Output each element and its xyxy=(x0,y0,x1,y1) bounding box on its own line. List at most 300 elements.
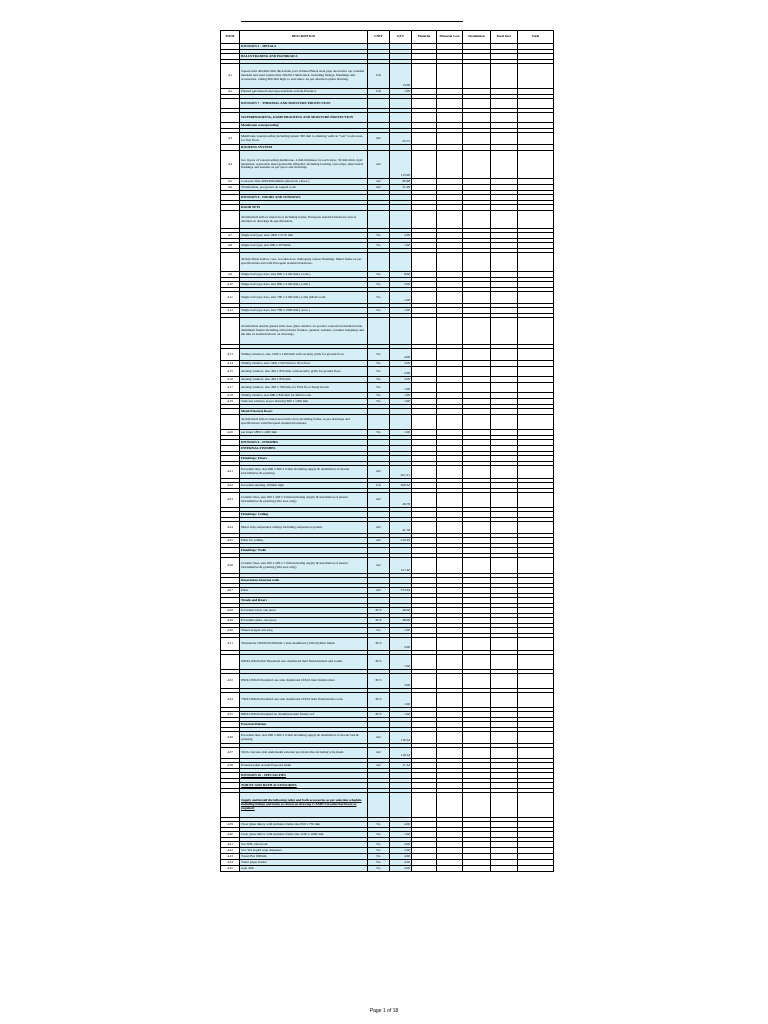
total-incl-cell xyxy=(491,151,518,179)
table-row xyxy=(221,655,554,670)
description-cell: 44 mm thick hollow metal door including frame, European standard hardware and as detailed on drawings & specifications. xyxy=(240,211,368,229)
material-cell xyxy=(412,732,437,744)
table-row xyxy=(221,292,554,304)
table-row xyxy=(221,732,554,744)
unit-cell xyxy=(368,211,390,229)
total-cell xyxy=(518,151,554,179)
description-cell: 800X130X20 threshold no chamfered matt finish roof xyxy=(240,712,368,718)
total-incl-cell xyxy=(491,793,518,818)
material-cell xyxy=(412,367,437,377)
total-incl-cell xyxy=(491,655,518,670)
total-incl-cell xyxy=(491,383,518,393)
item-number-cell xyxy=(221,655,240,670)
description-cell: 24 mm thick double glazed with clear glass window on powder coated non thermal break aluminum frames including all hardware fixtures, gaskets, sealants, weather strippings and the like as detailed/shown on drawings. xyxy=(240,318,368,345)
total-incl-cell xyxy=(491,638,518,651)
table-row xyxy=(221,211,554,229)
quantity-cell: 26.78 xyxy=(390,493,412,508)
item-number-cell: A18 xyxy=(221,393,240,399)
total-incl-cell xyxy=(491,133,518,145)
total-incl-cell xyxy=(491,415,518,430)
description-cell: DIVISION 7 - THERMAL AND MOISTURE PROTECTION xyxy=(240,99,368,109)
description-cell: Metal strip suspended ceilings including suspension system. xyxy=(240,522,368,534)
item-number-cell: A36 xyxy=(221,732,240,744)
total-cell xyxy=(518,655,554,670)
description-cell: Porcelain risers, one piece xyxy=(240,618,368,624)
installation-cell xyxy=(463,466,491,479)
description-cell: Decorations Internal walls xyxy=(240,578,368,584)
quantity-cell: 1.00 xyxy=(390,89,412,95)
description-cell: Sliding window, size 680 x 820 mm for Maid room. xyxy=(240,393,368,399)
description-cell: 950X210X20 mm Threshold one chamfered matt finish kitchen and rooms xyxy=(240,655,368,670)
column-header-total: Total xyxy=(518,31,554,44)
quantity-cell: 1.00 xyxy=(390,430,412,436)
total-incl-cell xyxy=(491,211,518,229)
total-incl-cell xyxy=(491,748,518,759)
installation-cell xyxy=(463,113,491,123)
description-cell: DIVISION 8 - DOORS AND WINDOWS xyxy=(240,195,368,201)
total-cell xyxy=(518,99,554,109)
material-cost-cell xyxy=(437,866,463,872)
total-cell xyxy=(518,64,554,89)
total-incl-cell xyxy=(491,466,518,479)
unit-cell: No xyxy=(368,430,390,436)
quantity-cell xyxy=(390,415,412,430)
unit-cell: PCS xyxy=(368,712,390,718)
unit-cell: Lm xyxy=(368,483,390,489)
unit-cell: No xyxy=(368,292,390,304)
description-cell: Single leaf type door, size 700 x 2100 mm ( toilet )Maid room xyxy=(240,292,368,304)
item-number-cell: A16 xyxy=(221,377,240,383)
description-cell: Porcelain tread, one piece xyxy=(240,608,368,614)
description-cell: Single leaf type door, size 900 x 2100 mm ( room ) xyxy=(240,272,368,278)
description-cell: Ceramic tiles, size 200 x 200 x 7 mm including supply & installation of mortar bed/adhesive & grouting (Wet area only) xyxy=(240,558,368,574)
quantity-cell: 1.00 xyxy=(390,292,412,304)
unit-cell: No xyxy=(368,854,390,860)
quantity-cell: 4.00 xyxy=(390,854,412,860)
total-cell xyxy=(518,638,554,651)
material-cell xyxy=(412,415,437,430)
description-cell: Awning window, size 450 x 780 mm, for First floor Study Room xyxy=(240,383,368,393)
total-cell xyxy=(518,693,554,708)
installation-cell xyxy=(463,318,491,345)
description-cell: BALUSTRADING AND HANDRAILS xyxy=(240,54,368,60)
material-cost-cell xyxy=(437,558,463,574)
description-cell: Finishings: Walls xyxy=(240,548,368,554)
total-cell xyxy=(518,793,554,818)
description-cell: Single leaf type door, size 700 x 1900 mm ( store ) xyxy=(240,308,368,314)
material-cell xyxy=(412,133,437,145)
installation-cell xyxy=(463,367,491,377)
material-cost-cell xyxy=(437,748,463,759)
material-cost-cell xyxy=(437,64,463,89)
description-cell: Single leaf type, size 900 x 2070mm xyxy=(240,243,368,249)
unit-cell: m2 xyxy=(368,732,390,744)
description-cell: External Finishes xyxy=(240,722,368,728)
installation-cell xyxy=(463,558,491,574)
material-cell xyxy=(412,638,437,651)
installation-cell xyxy=(463,133,491,145)
unit-cell: PCS xyxy=(368,655,390,670)
unit-cell: m2 xyxy=(368,522,390,534)
total-incl-cell xyxy=(491,674,518,689)
description-cell: 40 mm Thick hollow core, wooden door, mahogany veneer finishing. Metal frame as per specifications and with European standard hardware. xyxy=(240,253,368,272)
material-cell xyxy=(412,493,437,508)
material-cell xyxy=(412,292,437,304)
description-cell: Sliding windows, size 1200 x 1200 mm with security grills for ground floor. xyxy=(240,349,368,361)
installation-cell xyxy=(463,522,491,534)
installation-cell xyxy=(463,638,491,651)
item-number-cell: A17 xyxy=(221,383,240,393)
quantity-cell: 13.00 xyxy=(390,64,412,89)
total-cell xyxy=(518,558,554,574)
description-cell: Membrane waterproofing including upturn 300 mm to abutting walls in "wet" room areas for first floor. xyxy=(240,133,368,145)
quantity-cell: 7.00 xyxy=(390,655,412,670)
item-number-cell: A37 xyxy=(221,748,240,759)
description-cell: Staircase window as per drawing 600 x 1200 mm xyxy=(240,399,368,405)
material-cost-cell xyxy=(437,493,463,508)
column-header-item: ITEM xyxy=(221,31,240,44)
column-header-qty: QTY xyxy=(390,31,412,44)
total-cell xyxy=(518,415,554,430)
installation-cell xyxy=(463,732,491,744)
column-header-description: DESCRIPTION xyxy=(240,31,368,44)
table-body xyxy=(221,44,554,872)
column-header-unit: UNIT xyxy=(368,31,390,44)
material-cost-cell xyxy=(437,383,463,393)
quantity-cell: 1.00 xyxy=(390,693,412,708)
unit-cell: No xyxy=(368,393,390,399)
total-cell xyxy=(518,522,554,534)
unit-cell xyxy=(368,99,390,109)
material-cell xyxy=(412,64,437,89)
total-cell xyxy=(518,113,554,123)
table-row xyxy=(221,638,554,651)
total-cell xyxy=(518,253,554,272)
table-row xyxy=(221,367,554,377)
material-cell xyxy=(412,558,437,574)
table-row xyxy=(221,674,554,689)
unit-cell: No xyxy=(368,860,390,866)
unit-cell: No xyxy=(368,243,390,249)
description-cell: Metal External Doors xyxy=(240,409,368,415)
item-number-cell: A42 xyxy=(221,848,240,854)
table-row xyxy=(221,64,554,89)
total-incl-cell xyxy=(491,367,518,377)
unit-cell: No xyxy=(368,848,390,854)
item-number-cell: A39 xyxy=(221,822,240,828)
total-cell xyxy=(518,732,554,744)
unit-cell: PCS xyxy=(368,618,390,624)
description-cell: DIVISION 9 - FINISHES xyxy=(240,440,368,446)
unit-cell: m2 xyxy=(368,763,390,769)
material-cell xyxy=(412,99,437,109)
installation-cell xyxy=(463,415,491,430)
installation-cell xyxy=(463,793,491,818)
quantity-cell: 4.00 xyxy=(390,842,412,848)
table-row xyxy=(221,415,554,430)
unit-cell: No xyxy=(368,308,390,314)
description-cell: Paint xyxy=(240,588,368,594)
item-number-cell: A34 xyxy=(221,693,240,708)
total-cell xyxy=(518,367,554,377)
installation-cell xyxy=(463,151,491,179)
total-cell xyxy=(518,748,554,759)
total-incl-cell xyxy=(491,99,518,109)
item-number-cell: A41 xyxy=(221,842,240,848)
material-cell xyxy=(412,866,437,872)
item-number-cell: A40 xyxy=(221,832,240,838)
description-cell: 44 mm thick hollow metal decorative door including frame, as per drawings and specifications with European standard hardware. xyxy=(240,415,368,430)
material-cell xyxy=(412,211,437,229)
quantity-cell: 573.04 xyxy=(390,588,412,594)
quantity-cell: 3.00 xyxy=(390,377,412,383)
installation-cell xyxy=(463,211,491,229)
item-number-cell: A21 xyxy=(221,466,240,479)
description-cell: Treads and Risers xyxy=(240,598,368,604)
item-number-cell: A20 xyxy=(221,430,240,436)
material-cost-cell xyxy=(437,253,463,272)
quantity-cell: 3.00 xyxy=(390,674,412,689)
material-cost-cell xyxy=(437,133,463,145)
installation-cell xyxy=(463,349,491,361)
description-cell: Single leaf type, size 1000 x 2170 mm xyxy=(240,233,368,239)
total-cell xyxy=(518,674,554,689)
description-cell: Sliding window, size 1200 x 920 mm for first floor. xyxy=(240,361,368,367)
unit-cell: m2 xyxy=(368,558,390,574)
section-header-row xyxy=(221,793,554,818)
item-number-cell: A2 xyxy=(221,89,240,95)
item-number-cell: A29 xyxy=(221,618,240,624)
description-cell: DIVISION 10 - SPECIALTIES xyxy=(240,773,368,779)
unit-cell: m2 xyxy=(368,185,390,191)
material-cell xyxy=(412,318,437,345)
quantity-cell: 41.76 xyxy=(390,522,412,534)
material-cost-cell xyxy=(437,732,463,744)
quantity-cell: 1.00 xyxy=(390,628,412,634)
description-cell: Porcelain skirting, 100mm high xyxy=(240,483,368,489)
description-cell: Wheel stopper 2m long xyxy=(240,628,368,634)
description-cell: Square tube 40x40x2 mm thick main post. Painted Black steel pipe decorative top rounded handrail and steel square tube 20x20x1.5mm thick, including fixings, finishings and accessories, railing 900 mm high, to suit stairs. As per attached option drawing. xyxy=(240,64,368,89)
section-header-row xyxy=(221,113,554,123)
unit-cell xyxy=(368,318,390,345)
description-cell: 50cm concrete slab underneath external porcelain tiles including wire mesh xyxy=(240,748,368,759)
description-cell: Sol. RH, robe hook xyxy=(240,842,368,848)
material-cost-cell xyxy=(437,113,463,123)
item-number-cell: A23 xyxy=(221,493,240,508)
total-incl-cell xyxy=(491,522,518,534)
item-number-cell: A11 xyxy=(221,292,240,304)
unit-cell: m2 xyxy=(368,133,390,145)
unit-cell: PCS xyxy=(368,608,390,614)
description-cell: Finishings: Ceiling xyxy=(240,512,368,518)
installation-cell xyxy=(463,493,491,508)
quantity-cell: 11.34 xyxy=(390,763,412,769)
description-cell: 50 mm thick, pea gravel on topped roofs xyxy=(240,185,368,191)
material-cost-cell xyxy=(437,693,463,708)
material-cost-cell xyxy=(437,318,463,345)
table-row xyxy=(221,558,554,574)
total-incl-cell xyxy=(491,558,518,574)
table-row xyxy=(221,253,554,272)
material-cell xyxy=(412,674,437,689)
table-row xyxy=(221,466,554,479)
quantity-cell: 201.21 xyxy=(390,466,412,479)
quantity-cell: 3.00 xyxy=(390,361,412,367)
unit-cell: No xyxy=(368,383,390,393)
material-cost-cell xyxy=(437,99,463,109)
material-cell xyxy=(412,466,437,479)
description-cell: soap dish xyxy=(240,866,368,872)
description-cell: Membrane waterproofing xyxy=(240,123,368,129)
material-cost-cell xyxy=(437,349,463,361)
quantity-cell: 1.00 xyxy=(390,399,412,405)
unit-cell xyxy=(368,113,390,123)
material-cost-cell xyxy=(437,292,463,304)
quantity-cell: 1.00 xyxy=(390,848,412,854)
description-cell: Towel Bar 600mm xyxy=(240,854,368,860)
item-number-cell: A27 xyxy=(221,588,240,594)
description-cell: Concrete Tiles 400x400x40mm (interlock ) Roof ) xyxy=(240,179,368,185)
quantity-cell: 4.00 xyxy=(390,860,412,866)
description-cell: Ceramic tiles, size 200 x 200 x 9 mm including supply & installation of mortar bed/adhesive & grouting (Wet area only) xyxy=(240,493,368,508)
unit-cell: PCS xyxy=(368,638,390,651)
description-cell: DOOR SETS xyxy=(240,205,368,211)
material-cost-cell xyxy=(437,638,463,651)
material-cost-cell xyxy=(437,367,463,377)
unit-cell: No xyxy=(368,822,390,828)
quantity-cell: 116.54 xyxy=(390,748,412,759)
unit-cell: No xyxy=(368,866,390,872)
item-number-cell: A44 xyxy=(221,860,240,866)
quantity-cell: 1.00 xyxy=(390,308,412,314)
quantity-cell: 4.00 xyxy=(390,822,412,828)
description-cell: Clear glass mirror with stainless frame size 650 x 750 mm xyxy=(240,822,368,828)
material-cell xyxy=(412,253,437,272)
unit-cell: No xyxy=(368,832,390,838)
item-number-cell: A19 xyxy=(221,399,240,405)
table-row xyxy=(221,318,554,345)
description-cell: Sol. SD, liquid soap dispenser xyxy=(240,848,368,854)
quantity-cell: 48.00 xyxy=(390,618,412,624)
quantity-cell: 4.00 xyxy=(390,349,412,361)
material-cell xyxy=(412,383,437,393)
material-cost-cell xyxy=(437,793,463,818)
unit-cell: m2 xyxy=(368,538,390,544)
description-cell: Painted galvanized steel pipe handrail at main Entrance xyxy=(240,89,368,95)
description-cell: TOILET AND BATH ACCESSORIES xyxy=(240,783,368,789)
unit-cell: No xyxy=(368,233,390,239)
item-number-cell: A45 xyxy=(221,866,240,872)
unit-cell: PCS xyxy=(368,674,390,689)
installation-cell xyxy=(463,674,491,689)
table-row xyxy=(221,693,554,708)
installation-cell xyxy=(463,64,491,89)
unit-cell: PCS xyxy=(368,693,390,708)
unit-cell: No xyxy=(368,628,390,634)
description-cell: Porcelain tiles, size 600 x 600 x 9 mm including supply & installation of mortar bed/adhesive & grouting xyxy=(240,466,368,479)
description-cell: Toilet paper holder xyxy=(240,860,368,866)
installation-cell xyxy=(463,253,491,272)
installation-cell xyxy=(463,292,491,304)
material-cell xyxy=(412,522,437,534)
item-number-cell: A24 xyxy=(221,522,240,534)
total-incl-cell xyxy=(491,732,518,744)
quantity-cell: 3.00 xyxy=(390,282,412,288)
quantity-cell: 48.00 xyxy=(390,608,412,614)
total-incl-cell xyxy=(491,292,518,304)
item-number-cell: A26 xyxy=(221,558,240,574)
unit-cell: No xyxy=(368,367,390,377)
total-incl-cell xyxy=(491,318,518,345)
item-number-cell: A7 xyxy=(221,233,240,239)
total-incl-cell xyxy=(491,64,518,89)
quantity-cell: 127.40 xyxy=(390,558,412,574)
total-cell xyxy=(518,211,554,229)
installation-cell xyxy=(463,99,491,109)
item-number-cell xyxy=(221,253,240,272)
section-header-row xyxy=(221,99,554,109)
quantity-cell: 2.00 xyxy=(390,233,412,239)
quantity-cell: 1.00 xyxy=(390,832,412,838)
item-number-cell xyxy=(221,793,240,818)
total-cell xyxy=(518,133,554,145)
total-incl-cell xyxy=(491,113,518,123)
material-cost-cell xyxy=(437,522,463,534)
quantity-cell xyxy=(390,113,412,123)
item-number-cell: A35 xyxy=(221,712,240,718)
item-number-cell: A25 xyxy=(221,538,240,544)
unit-cell: No xyxy=(368,272,390,278)
item-number-cell: A5 xyxy=(221,179,240,185)
quantity-cell: 1.00 xyxy=(390,243,412,249)
item-number-cell: A12 xyxy=(221,308,240,314)
quantity-cell: 206.52 xyxy=(390,483,412,489)
unit-cell: m2 xyxy=(368,466,390,479)
unit-cell xyxy=(368,793,390,818)
material-cost-cell xyxy=(437,466,463,479)
material-cell xyxy=(412,349,437,361)
quantity-cell xyxy=(390,318,412,345)
item-number-cell: A28 xyxy=(221,608,240,614)
item-number-cell: A43 xyxy=(221,854,240,860)
quantity-cell xyxy=(390,793,412,818)
column-header-material: Material xyxy=(412,31,437,44)
description-cell: Finishings: Floors xyxy=(240,456,368,462)
quantity-cell: 1.00 xyxy=(390,393,412,399)
item-number-cell xyxy=(221,113,240,123)
total-incl-cell xyxy=(491,253,518,272)
material-cell xyxy=(412,748,437,759)
item-number-cell xyxy=(221,99,240,109)
total-cell xyxy=(518,466,554,479)
installation-cell xyxy=(463,748,491,759)
item-number-cell xyxy=(221,415,240,430)
unit-cell: No xyxy=(368,377,390,383)
quantity-cell: 115.99 xyxy=(390,151,412,179)
item-number-cell: A15 xyxy=(221,367,240,377)
description-cell: Awning window, size 450 x 650 mm xyxy=(240,377,368,383)
bill-of-quantities-table xyxy=(220,30,554,872)
item-number-cell: A1 xyxy=(221,64,240,89)
table-row xyxy=(221,493,554,508)
unit-cell: m2 xyxy=(368,748,390,759)
unit-cell: Lm xyxy=(368,89,390,95)
quantity-cell: 25.75 xyxy=(390,133,412,145)
description-cell: per inner 1800 x 2200 mm xyxy=(240,430,368,436)
description-cell: DIVISION 5 - METALS xyxy=(240,44,368,50)
total-incl-cell xyxy=(491,493,518,508)
material-cell xyxy=(412,113,437,123)
